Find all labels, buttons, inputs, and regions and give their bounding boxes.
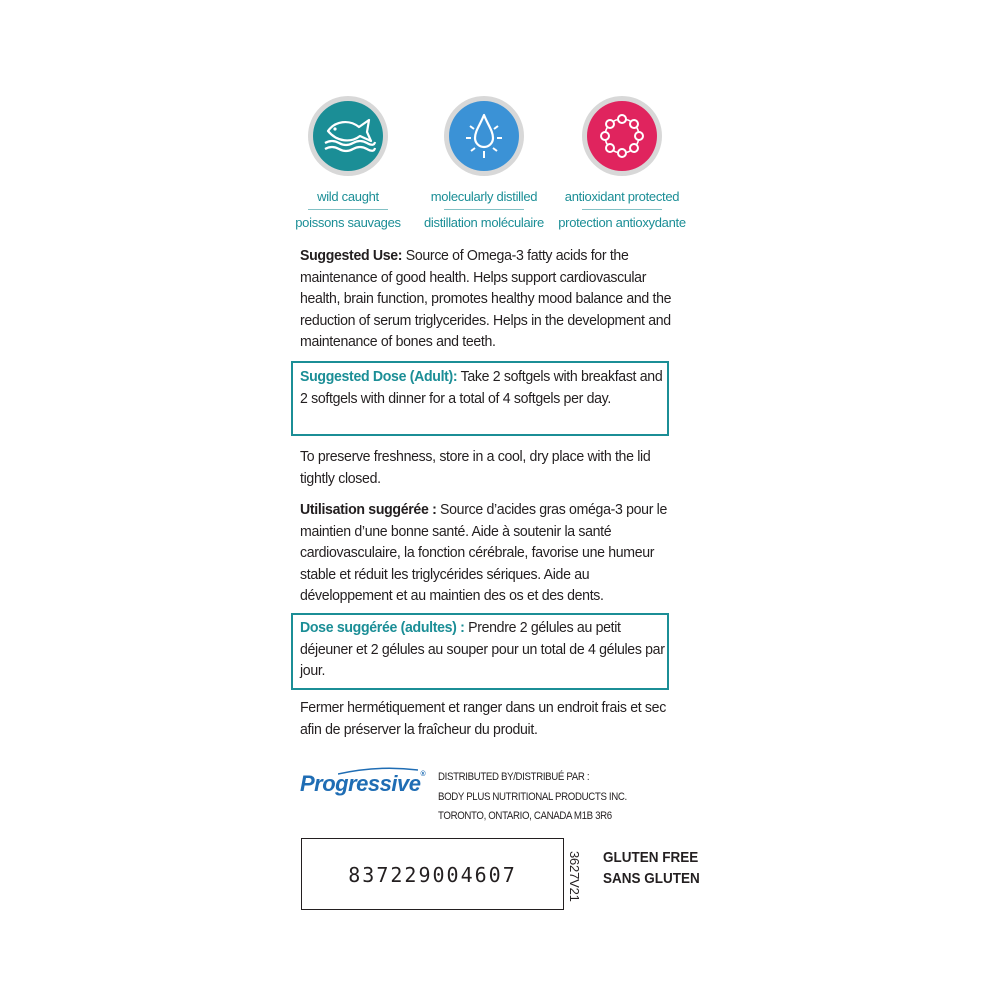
distributor-line-3: TORONTO, ONTARIO, CANADA M1B 3R6 bbox=[438, 810, 612, 822]
storage-text: To preserve freshness, store in a cool, dry place with the lid tightly closed. bbox=[300, 448, 651, 487]
progressive-logo bbox=[300, 771, 425, 797]
badge-molecularly-distilled bbox=[414, 92, 554, 235]
badge-label-en: molecularly distilled bbox=[430, 189, 538, 204]
badge-label-fr: protection antioxydante bbox=[558, 215, 686, 230]
suggested-use-text: Source of Omega-3 fatty acids for the maintenance of good health. Helps support cardiovascular health, brain function, promotes healthy mood balance and the reduction of serum triglycerides. Helps in the development and maintenance of bones and teeth. bbox=[300, 247, 672, 351]
suggested-use-heading-fr: Utilisation suggérée : bbox=[300, 501, 437, 518]
badge-antioxidant-protected bbox=[552, 92, 692, 235]
gluten-free-fr: SANS GLUTEN bbox=[603, 870, 700, 887]
barcode-number: 837229004607 bbox=[348, 863, 517, 887]
feature-badges bbox=[293, 92, 686, 232]
distributor-line-2: BODY PLUS NUTRITIONAL PRODUCTS INC. bbox=[438, 790, 627, 803]
suggested-dose-fr bbox=[300, 617, 667, 682]
badge-ring bbox=[582, 96, 662, 176]
badge-label-en: antioxidant protected bbox=[564, 189, 680, 204]
suggested-use-text-fr: Source d’acides gras oméga-3 pour le maintien d’une bonne santé. Aide à soutenir la santé cardiovasculaire, la fonction cérébrale, favorise une humeur stable et réduit les triglycérides sériques. Aide au développement et au maintien des os et des dents. bbox=[300, 501, 668, 605]
suggested-dose-text-fr: Prendre 2 gélules au petit déjeuner et 2 gélules au souper pour un total de 4 gélules par jour. bbox=[300, 619, 665, 680]
badge-divider bbox=[444, 209, 524, 210]
suggested-dose-text: Take 2 softgels with breakfast and 2 softgels with dinner for a total of 4 softgels per day. bbox=[300, 368, 663, 407]
badge-disc bbox=[449, 101, 519, 171]
badge-divider bbox=[308, 209, 388, 210]
storage-fr bbox=[300, 697, 677, 740]
gluten-free-en: GLUTEN FREE bbox=[603, 849, 699, 866]
droplet-icon bbox=[449, 101, 519, 171]
badge-ring bbox=[308, 96, 388, 176]
badge-disc bbox=[313, 101, 383, 171]
badge-disc bbox=[587, 101, 657, 171]
logo-trademark: ® bbox=[420, 771, 426, 778]
fish-icon bbox=[313, 101, 383, 171]
distributor-line-1: DISTRIBUTED BY/DISTRIBUÉ PAR : bbox=[438, 771, 590, 783]
logo-text: Progressive bbox=[300, 771, 421, 796]
suggested-dose-heading-fr: Dose suggérée (adultes) : bbox=[300, 619, 465, 636]
gluten-free-label bbox=[603, 847, 700, 889]
badge-divider bbox=[582, 209, 662, 210]
badge-label-fr: poissons sauvages bbox=[295, 215, 401, 230]
suggested-dose-en bbox=[300, 366, 667, 409]
badge-label-en: wild caught bbox=[317, 189, 379, 204]
storage-text-fr: Fermer hermétiquement et ranger dans un endroit frais et sec afin de préserver la fraîcheur du produit. bbox=[300, 699, 666, 738]
lot-code: 3627V21 bbox=[567, 851, 582, 902]
suggested-use-heading: Suggested Use: bbox=[300, 247, 403, 264]
suggested-use-fr bbox=[300, 499, 677, 607]
suggested-use-en bbox=[300, 245, 677, 353]
badge-label-fr: distillation moléculaire bbox=[424, 215, 544, 230]
molecule-ring-icon bbox=[587, 101, 657, 171]
barcode-box bbox=[301, 838, 564, 910]
badge-wild-caught bbox=[278, 92, 418, 235]
logo-swoosh bbox=[338, 767, 418, 775]
badge-ring bbox=[444, 96, 524, 176]
storage-en bbox=[300, 446, 677, 489]
distributor-info bbox=[438, 768, 627, 827]
suggested-dose-heading: Suggested Dose (Adult): bbox=[300, 368, 458, 385]
